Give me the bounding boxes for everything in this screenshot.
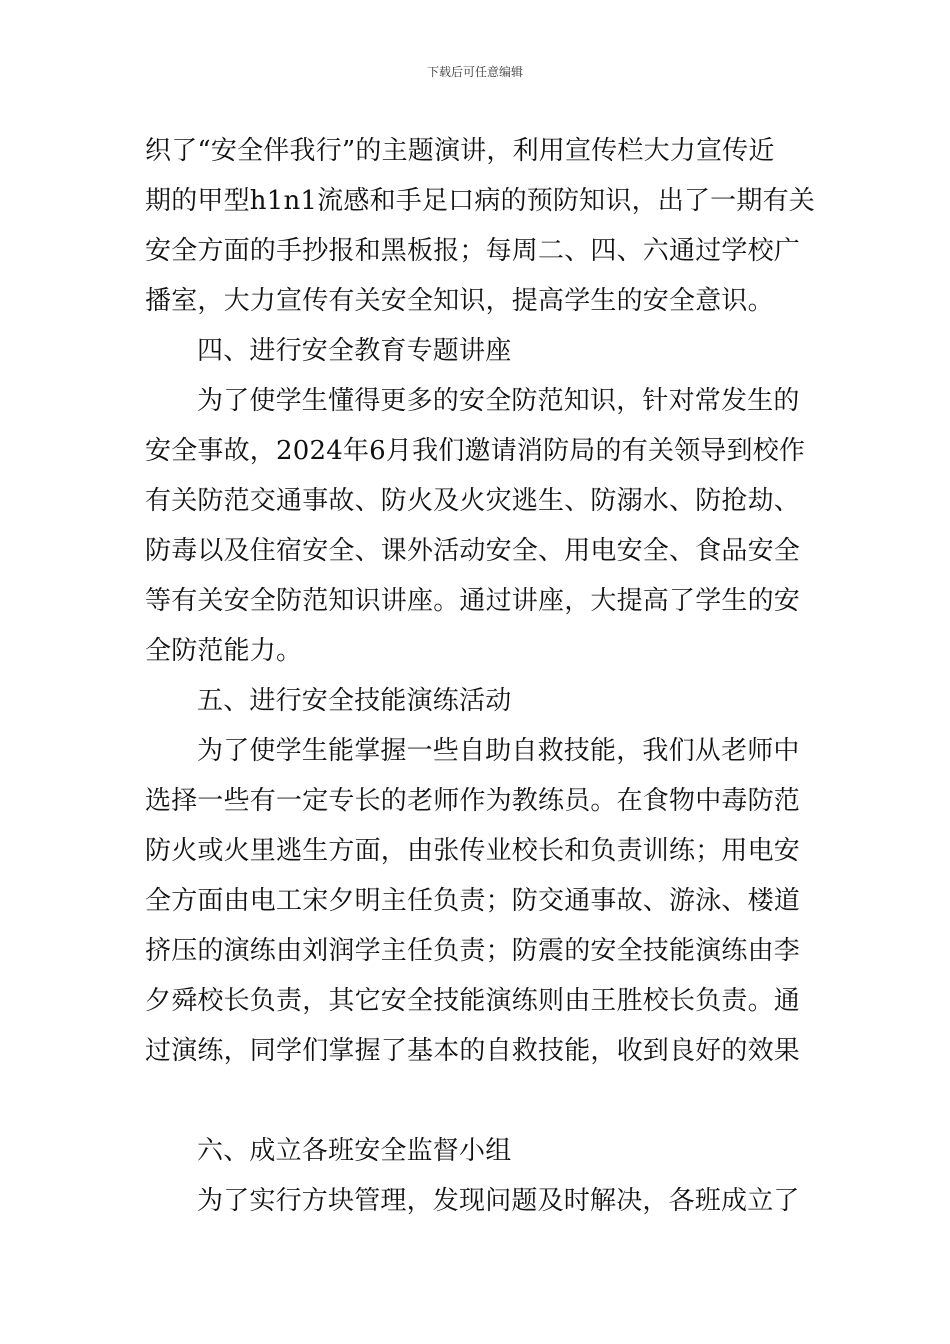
paragraph-line: 播室，大力宣传有关安全知识，提高学生的安全意识。	[145, 286, 774, 316]
blank-line	[145, 1076, 810, 1126]
paragraph-line: 织了“安全伴我行”的主题演讲，利用宣传栏大力宣传近	[145, 136, 775, 166]
section-heading-6: 六、成立各班安全监督小组	[197, 1136, 512, 1166]
section-heading-5: 五、进行安全技能演练活动	[197, 686, 512, 716]
paragraph-line: 全方面由电工宋夕明主任负责；防交通事故、游泳、楼道	[145, 886, 801, 916]
section-heading-4: 四、进行安全教育专题讲座	[197, 336, 512, 366]
paragraph-line: 为了使学生懂得更多的安全防范知识，针对常发生的	[197, 386, 800, 416]
paragraph-line: 夕舜校长负责，其它安全技能演练则由王胜校长负责。通	[145, 986, 801, 1016]
page-header-note: 下载后可任意编辑	[426, 65, 523, 79]
paragraph-line: 等有关安全防范知识讲座。通过讲座，大提高了学生的安	[145, 586, 801, 616]
paragraph-line: 挤压的演练由刘润学主任负责；防震的安全技能演练由李	[145, 936, 801, 966]
document-body	[145, 126, 815, 1226]
paragraph-line: 过演练，同学们掌握了基本的自救技能，收到良好的效果	[145, 1036, 801, 1066]
paragraph-line: 为了使学生能掌握一些自助自救技能，我们从老师中	[197, 736, 800, 766]
paragraph-line: 选择一些有一定专长的老师作为教练员。在食物中毒防范	[145, 786, 801, 816]
paragraph-line: 为了实行方块管理，发现问题及时解决，各班成立了	[197, 1186, 800, 1216]
paragraph-line: 防毒以及住宿安全、课外活动安全、用电安全、食品安全	[145, 536, 801, 566]
paragraph-line: 全防范能力。	[145, 636, 303, 666]
paragraph-line: 有关防范交通事故、防火及火灾逃生、防溺水、防抢劫、	[145, 486, 801, 516]
paragraph-line: 安全方面的手抄报和黑板报；每周二、四、六通过学校广	[145, 236, 801, 266]
paragraph-line: 防火或火里逃生方面，由张传业校长和负责训练；用电安	[145, 836, 801, 866]
paragraph-line: 安全事故，2024年6月我们邀请消防局的有关领导到校作	[145, 436, 806, 466]
paragraph-line: 期的甲型h1n1流感和手足口病的预防知识，出了一期有关	[145, 186, 815, 216]
